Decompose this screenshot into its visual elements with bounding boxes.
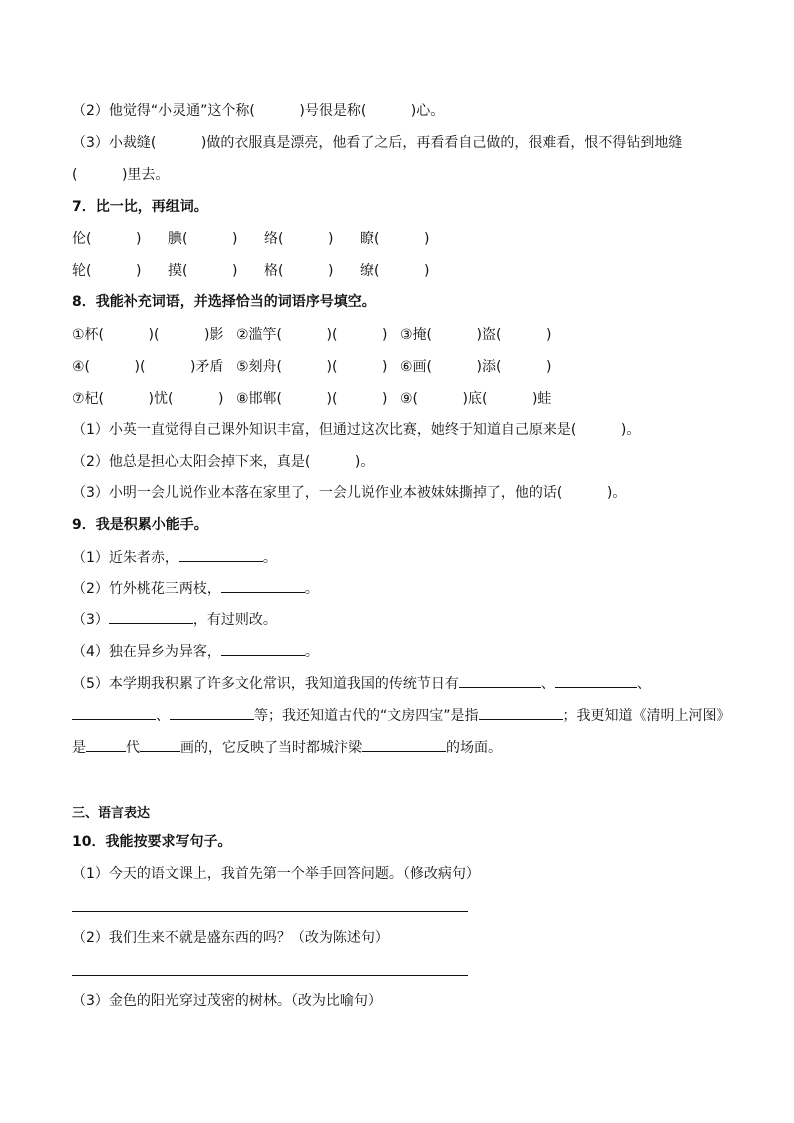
q10-item-3: （3）金色的阳光穿过茂密的树林。（改为比喻句） — [72, 993, 382, 1009]
fill-blank[interactable] — [72, 705, 156, 720]
q9-item-1 — [72, 547, 277, 568]
q8-idiom: ⑤刻舟( )( ) — [236, 359, 388, 375]
q9-item-4 — [72, 641, 319, 662]
q10-item-1: （1）今天的语文课上，我首先第一个举手回答问题。（修改病句） — [72, 866, 480, 882]
q7-cell: 络( ) — [264, 231, 334, 247]
q8-row-2 — [72, 357, 592, 377]
separator: 、 — [636, 676, 651, 692]
fill-blank[interactable] — [221, 641, 305, 656]
fill-blank[interactable] — [479, 705, 563, 720]
q9-item-4-end: 。 — [304, 644, 319, 660]
q7-row-1 — [72, 229, 472, 249]
q9-item-5-text: 是 — [72, 740, 86, 756]
fill-blank[interactable] — [221, 578, 305, 593]
q7-row-2 — [72, 261, 472, 281]
q7-cell: 轮( ) — [72, 263, 142, 279]
q9-item-5-text: 代 — [126, 740, 140, 756]
q7-cell: 腆( ) — [168, 231, 238, 247]
q8-idiom: ⑦杞( )忧( ) — [72, 391, 224, 407]
section-3-heading: 三、语言表达 — [72, 806, 151, 821]
q7-cell: 伦( ) — [72, 231, 142, 247]
q8-row-3 — [72, 389, 592, 409]
fill-blank[interactable] — [459, 673, 541, 688]
q8-idiom: ④( )( )矛盾 — [72, 359, 224, 375]
separator: 、 — [156, 708, 170, 724]
q9-item-5-line3 — [72, 737, 502, 758]
q9-item-5-text: 等；我还知道古代的“文房四宝”是指 — [254, 708, 479, 724]
q8-sentence-1: （1）小英一直觉得自己课外知识丰富，但通过这次比赛，她终于知道自己原来是( )。 — [72, 422, 641, 438]
q9-item-5-text: （5）本学期我积累了许多文化常识，我知道我国的传统节日有 — [72, 676, 459, 692]
q9-item-5-text: ；我更知道《清明上河图》 — [562, 708, 731, 724]
q7-cell: 格( ) — [264, 263, 334, 279]
q9-item-1-end: 。 — [262, 550, 277, 566]
q9-item-1-text: （1）近朱者赤， — [72, 550, 179, 566]
q9-item-5-text: 画的，它反映了当时都城汴梁 — [180, 740, 362, 756]
q9-title: 9．我是积累小能手。 — [72, 517, 208, 533]
q9-item-5-line2 — [72, 705, 731, 726]
q9-item-3-label: （3） — [72, 612, 109, 628]
fill-blank[interactable] — [179, 547, 263, 562]
q8-sentence-3: （3）小明一会儿说作业本落在家里了，一会儿说作业本被妹妹撕掉了，他的话( )。 — [72, 485, 627, 501]
q9-item-2 — [72, 578, 319, 599]
fill-blank[interactable] — [362, 737, 446, 752]
q8-title: 8．我能补充词语，并选择恰当的词语序号填空。 — [72, 294, 376, 310]
q8-idiom: ⑧邯郸( )( ) — [236, 391, 388, 407]
q9-item-3 — [72, 609, 277, 630]
separator: 、 — [540, 676, 555, 692]
q9-item-5-text: 的场面。 — [446, 740, 502, 756]
q6-item-2: （2）他觉得“小灵通”这个称( )号很是称( )心。 — [72, 103, 445, 119]
q7-title: 7．比一比，再组词。 — [72, 199, 208, 215]
q8-idiom: ⑥画( )添( ) — [400, 359, 552, 375]
q9-item-3-text: ，有过则改。 — [192, 612, 277, 628]
q7-cell: 摸( ) — [168, 263, 238, 279]
q6-item-3-line1: （3）小裁缝( )做的衣服真是漂亮，他看了之后，再看看自己做的，很难看，恨不得钻到地缝 — [72, 135, 683, 151]
q8-idiom: ③掩( )盗( ) — [400, 327, 552, 343]
q9-item-2-end: 。 — [304, 581, 319, 597]
fill-blank[interactable] — [170, 705, 254, 720]
q8-row-1 — [72, 325, 592, 345]
fill-blank[interactable] — [140, 737, 180, 752]
q10-item-2: （2）我们生来不就是盛东西的吗？（改为陈述句） — [72, 930, 389, 946]
q9-item-2-text: （2）竹外桃花三两枝， — [72, 581, 221, 597]
q7-cell: 缭( ) — [360, 263, 430, 279]
q8-idiom: ②滥竽( )( ) — [236, 327, 388, 343]
answer-line[interactable] — [72, 911, 468, 912]
fill-blank[interactable] — [555, 673, 637, 688]
answer-line[interactable] — [72, 975, 468, 976]
q8-idiom: ①杯( )( )影 — [72, 327, 224, 343]
q8-idiom: ⑨( )底( )蛙 — [400, 391, 552, 407]
q6-item-3-line2: ( )里去。 — [72, 167, 170, 183]
q10-title: 10．我能按要求写句子。 — [72, 834, 232, 850]
fill-blank[interactable] — [109, 609, 193, 624]
q9-item-5-line1 — [72, 673, 651, 694]
q8-sentence-2: （2）他总是担心太阳会掉下来，真是( )。 — [72, 454, 375, 470]
fill-blank[interactable] — [86, 737, 126, 752]
q9-item-4-text: （4）独在异乡为异客， — [72, 644, 221, 660]
q7-cell: 瞭( ) — [360, 231, 430, 247]
